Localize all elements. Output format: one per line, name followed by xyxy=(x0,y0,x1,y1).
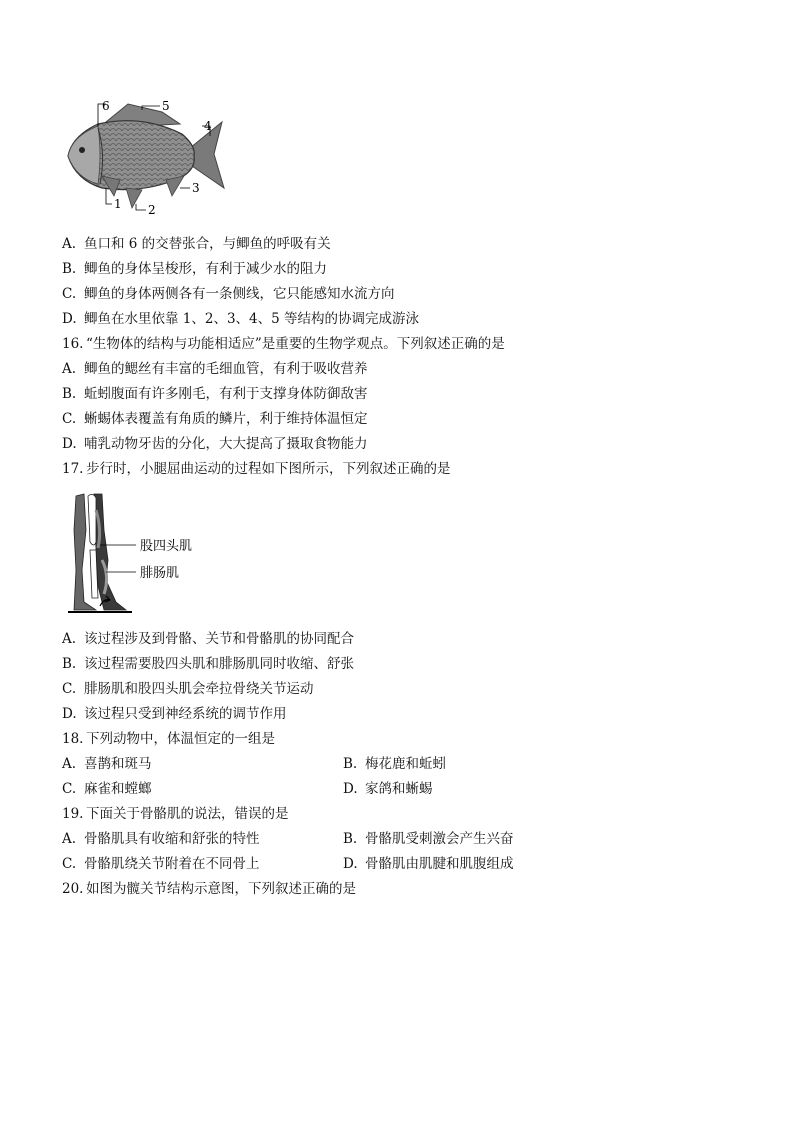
q17-option-c: C. 腓肠肌和股四头肌会牵拉骨绕关节运动 xyxy=(62,681,314,697)
q18-option-d: D. 家鸽和蜥蜴 xyxy=(343,781,433,797)
fish-label-5: 5 xyxy=(162,99,170,113)
q15-option-c: C. 鲫鱼的身体两侧各有一条侧线，它只能感知水流方向 xyxy=(62,286,395,302)
q17-option-a: A. 该过程涉及到骨骼、关节和骨骼肌的协同配合 xyxy=(62,631,354,647)
quadriceps-label: 股四头肌 xyxy=(140,539,193,554)
q16-option-a: A. 鲫鱼的鳃丝有丰富的毛细血管，有利于吸收营养 xyxy=(62,361,368,377)
gastrocnemius-label: 腓肠肌 xyxy=(140,566,180,581)
fish-label-1: 1 xyxy=(114,197,122,211)
q15-option-a: A. 鱼口和 6 的交替张合，与鲫鱼的呼吸有关 xyxy=(62,236,331,252)
q19-option-d: D. 骨骼肌由肌腱和肌腹组成 xyxy=(343,856,514,872)
q18-option-b: B. 梅花鹿和蚯蚓 xyxy=(343,756,446,772)
q19-option-a: A. 骨骼肌具有收缩和舒张的特性 xyxy=(62,831,260,847)
q15-option-b: B. 鲫鱼的身体呈梭形，有利于减少水的阻力 xyxy=(62,261,327,277)
q18-option-c: C. 麻雀和螳螂 xyxy=(62,781,152,797)
q16-stem: 16. “生物体的结构与功能相适应”是重要的生物学观点。下列叙述正确的是 xyxy=(62,336,505,352)
q19-option-b: B. 骨骼肌受刺激会产生兴奋 xyxy=(343,831,514,847)
fish-label-6: 6 xyxy=(102,99,110,113)
q17-option-d: D. 该过程只受到神经系统的调节作用 xyxy=(62,706,287,722)
q19-stem: 19. 下面关于骨骼肌的说法，错误的是 xyxy=(62,806,289,822)
q17-stem: 17. 步行时，小腿屈曲运动的过程如下图所示，下列叙述正确的是 xyxy=(62,461,451,477)
q16-option-c: C. 蜥蜴体表覆盖有角质的鳞片，利于维持体温恒定 xyxy=(62,411,368,427)
leg-muscle-figure xyxy=(66,490,206,616)
q18-stem: 18. 下列动物中，体温恒定的一组是 xyxy=(62,731,275,747)
q16-option-b: B. 蚯蚓腹面有许多刚毛，有利于支撑身体防御敌害 xyxy=(62,386,368,402)
q17-option-b: B. 该过程需要股四头肌和腓肠肌同时收缩、舒张 xyxy=(62,656,354,672)
q19-option-c: C. 骨骼肌绕关节附着在不同骨上 xyxy=(62,856,260,872)
fish-label-2: 2 xyxy=(148,203,156,217)
q16-option-d: D. 哺乳动物牙齿的分化，大大提高了摄取食物能力 xyxy=(62,436,368,452)
q18-option-a: A. 喜鹊和斑马 xyxy=(62,756,152,772)
fish-figure xyxy=(62,96,232,222)
q15-option-d: D. 鲫鱼在水里依靠 1、2、3、4、5 等结构的协调完成游泳 xyxy=(62,311,420,327)
fish-label-3: 3 xyxy=(192,181,200,195)
fish-label-4: 4 xyxy=(204,119,212,133)
q20-stem: 20. 如图为髋关节结构示意图，下列叙述正确的是 xyxy=(62,881,356,897)
